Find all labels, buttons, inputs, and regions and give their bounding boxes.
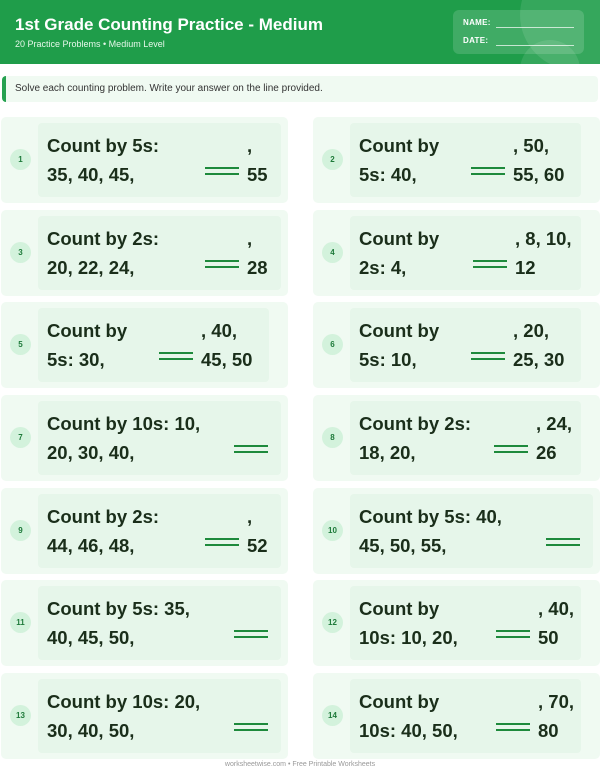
name-field[interactable] (496, 27, 574, 28)
problem-box (350, 216, 581, 290)
problem-number: 10 (322, 520, 343, 541)
problem-text-line2: 5s: 40, (359, 164, 417, 185)
answer-line[interactable] (496, 729, 530, 731)
problem-box (38, 308, 269, 382)
answer-line[interactable] (234, 445, 268, 447)
problem-box (350, 679, 581, 753)
problem-number: 13 (10, 705, 31, 726)
problem-box (38, 494, 281, 568)
problem-box (38, 401, 281, 475)
problem-card (1, 395, 288, 481)
problem-number: 4 (322, 242, 343, 263)
answer-line[interactable] (546, 544, 580, 546)
answer-line[interactable] (205, 173, 239, 175)
problem-text-line2: 30, 40, 50, (47, 720, 135, 741)
problem-text-after2: 55, 60 (513, 164, 565, 185)
problem-box (350, 308, 581, 382)
problem-number: 14 (322, 705, 343, 726)
answer-line[interactable] (471, 352, 505, 354)
worksheet-subtitle: 20 Practice Problems • Medium Level (15, 39, 165, 49)
problem-number: 2 (322, 149, 343, 170)
problem-card (313, 395, 600, 481)
answer-line[interactable] (471, 167, 505, 169)
problem-text-line1: Count by (359, 135, 440, 156)
problem-card (313, 117, 600, 203)
problem-text-line2: 35, 40, 45, (47, 164, 135, 185)
answer-line[interactable] (473, 266, 507, 268)
problem-text-after2: 55 (247, 164, 268, 185)
problem-number: 9 (10, 520, 31, 541)
problem-box (38, 679, 281, 753)
problem-text-line1: Count by 5s: (47, 135, 160, 156)
problem-text-after2: 12 (515, 257, 536, 278)
problem-text-line2: 40, 45, 50, (47, 627, 135, 648)
worksheet-title: 1st Grade Counting Practice - Medium (15, 15, 323, 34)
problem-text-after1: , (247, 135, 253, 156)
problem-text-after1: , 20, (513, 320, 549, 341)
problem-text-line2: 45, 50, 55, (359, 535, 447, 556)
problem-text-after1: , (247, 228, 253, 249)
problem-text-line1: Count by 2s: (359, 413, 472, 434)
problem-text-after1: , 40, (538, 598, 574, 619)
answer-line[interactable] (496, 636, 530, 638)
answer-line[interactable] (234, 636, 268, 638)
problem-number: 7 (10, 427, 31, 448)
date-label: DATE: (463, 36, 489, 45)
problem-text-after1: , (247, 506, 253, 527)
problem-box (350, 494, 593, 568)
answer-line[interactable] (205, 167, 239, 169)
problem-card (1, 488, 288, 574)
problem-card (313, 488, 600, 574)
problem-text-after2: 52 (247, 535, 268, 556)
problem-text-after1: , 70, (538, 691, 574, 712)
problem-text-line1: Count by (359, 598, 440, 619)
problem-text-line2: 10s: 40, 50, (359, 720, 458, 741)
problem-text-line2: 44, 46, 48, (47, 535, 135, 556)
problem-number: 12 (322, 612, 343, 633)
problem-text-after2: 28 (247, 257, 268, 278)
answer-line[interactable] (471, 173, 505, 175)
problem-text-line1: Count by (47, 320, 128, 341)
problem-text-line2: 20, 22, 24, (47, 257, 135, 278)
problem-box (38, 216, 281, 290)
problem-text-after2: 26 (536, 442, 557, 463)
problem-text-line1: Count by (359, 691, 440, 712)
problem-text-after2: 25, 30 (513, 349, 565, 370)
problem-card (1, 302, 288, 388)
problem-card (1, 673, 288, 759)
problem-text-line1: Count by (359, 228, 440, 249)
answer-line[interactable] (496, 630, 530, 632)
problem-text-line1: Count by 10s: 10, (47, 413, 201, 434)
date-field[interactable] (496, 45, 574, 46)
problem-text-line1: Count by 10s: 20, (47, 691, 201, 712)
answer-line[interactable] (471, 358, 505, 360)
problem-card (313, 302, 600, 388)
problem-text-line1: Count by 2s: (47, 506, 160, 527)
answer-line[interactable] (546, 538, 580, 540)
answer-line[interactable] (234, 723, 268, 725)
answer-line[interactable] (205, 544, 239, 546)
answer-line[interactable] (205, 538, 239, 540)
problem-text-line1: Count by 5s: 35, (47, 598, 190, 619)
answer-line[interactable] (159, 358, 193, 360)
problem-box (350, 123, 581, 197)
problem-number: 6 (322, 334, 343, 355)
problem-text-line1: Count by 2s: (47, 228, 160, 249)
problem-number: 1 (10, 149, 31, 170)
problem-text-line2: 5s: 10, (359, 349, 417, 370)
problem-text-after1: , 8, 10, (515, 228, 572, 249)
problem-card (313, 210, 600, 296)
problem-box (38, 123, 281, 197)
answer-line[interactable] (234, 729, 268, 731)
answer-line[interactable] (234, 630, 268, 632)
answer-line[interactable] (234, 451, 268, 453)
problem-box (38, 586, 281, 660)
answer-line[interactable] (473, 260, 507, 262)
problem-text-line1: Count by (359, 320, 440, 341)
problem-text-after2: 45, 50 (201, 349, 253, 370)
problem-text-after1: , 50, (513, 135, 549, 156)
answer-line[interactable] (494, 445, 528, 447)
answer-line[interactable] (496, 723, 530, 725)
problem-card (1, 117, 288, 203)
problem-box (350, 401, 581, 475)
problem-text-after2: 80 (538, 720, 559, 741)
page-footer: worksheetwise.com • Free Printable Worksheets (224, 761, 376, 768)
answer-line[interactable] (205, 266, 239, 268)
problem-number: 5 (10, 334, 31, 355)
problem-text-after1: , 40, (201, 320, 237, 341)
problem-text-line2: 10s: 10, 20, (359, 627, 458, 648)
problem-card (313, 673, 600, 759)
problem-text-line2: 5s: 30, (47, 349, 105, 370)
problem-text-after1: , 24, (536, 413, 572, 434)
problem-card (313, 580, 600, 666)
problem-card (1, 210, 288, 296)
problem-text-after2: 50 (538, 627, 559, 648)
problem-text-line2: 18, 20, (359, 442, 416, 463)
problem-text-line2: 2s: 4, (359, 257, 407, 278)
problem-number: 11 (10, 612, 31, 633)
answer-line[interactable] (159, 352, 193, 354)
name-label: NAME: (463, 18, 491, 27)
instructions-text: Solve each counting problem. Write your answer on the line provided. (15, 83, 323, 94)
problem-text-line1: Count by 5s: 40, (359, 506, 502, 527)
instructions-banner (2, 76, 598, 102)
name-date-box (453, 10, 584, 54)
problem-box (350, 586, 581, 660)
problem-card (1, 580, 288, 666)
worksheet-header (0, 0, 600, 64)
answer-line[interactable] (205, 260, 239, 262)
problem-number: 3 (10, 242, 31, 263)
problem-number: 8 (322, 427, 343, 448)
answer-line[interactable] (494, 451, 528, 453)
problem-text-line2: 20, 30, 40, (47, 442, 135, 463)
